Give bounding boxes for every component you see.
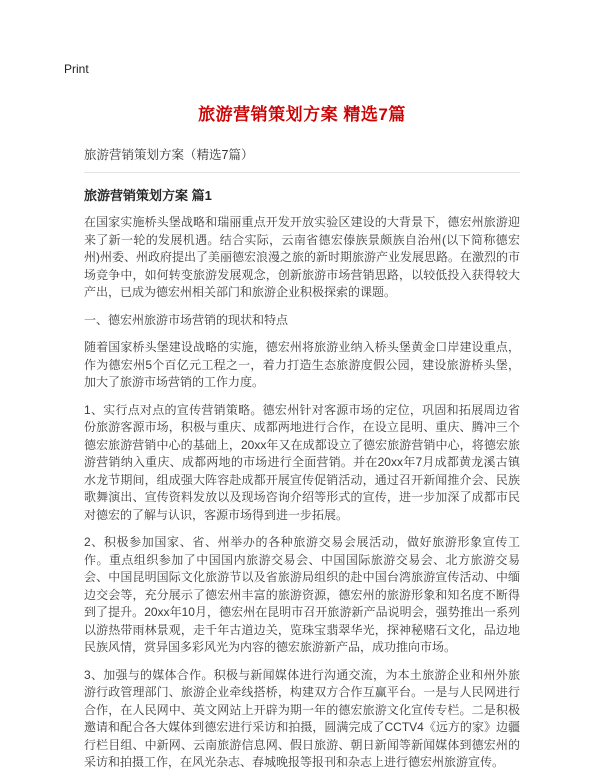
print-button[interactable]: Print — [64, 62, 89, 76]
section-heading: 旅游营销策划方案 篇1 — [84, 188, 212, 203]
doc-subtitle: 旅游营销策划方案（精选7篇） — [84, 145, 520, 173]
paragraph-overview: 随着国家桥头堡建设战略的实施，德宏州将旅游业纳入桥头堡黄金口岸建设重点，作为德宏州5个百亿元工程之一，着力打造生态旅游度假公园，建设旅游桥头堡，加大了旅游市场营销的工作力度。 — [84, 340, 520, 389]
paragraph-point-2: 2、积极参加国家、省、州举办的各种旅游交易会展活动，做好旅游形象宣传工作。重点组织参加了中国国内旅游交易会、中国国际旅游交易会、北方旅游交易会、中国昆明国际文化旅游节以及省旅游局组织的赴中国台湾旅游宣传活动、中缅边交会等，充分展示了德宏州丰富的旅游资源，德宏州的旅游形象和知名度不断得到了提升。20xx年10月，德宏州在昆明市召开旅游新产品说明会，强势推出一系列以游热带雨林景观，走千年古道边关，览珠宝翡翠华光，探神秘赌石文化，品边地民族风情，赏异国多彩风光为内容的德宏旅游新产品，成功推向市场。 — [84, 535, 520, 654]
paragraph-intro: 在国家实施桥头堡战略和瑞丽重点开发开放实验区建设的大背景下，德宏州旅游迎来了新一轮的发展机遇。结合实际，云南省德宏傣族景颇族自治州(以下简称德宏州)州委、州政府提出了美丽德宏浪漫之旅的新时期旅游产业发展思路。在激烈的市场竞争中，如何转变旅游发展观念，创新旅游市场营销思路，以较低投入获得较大产出，已成为德宏州相关部门和旅游企业积极探索的课题。 — [84, 215, 520, 299]
paragraph-subheading-1: 一、德宏州旅游市场营销的现状和特点 — [84, 312, 289, 327]
paragraph-point-1: 1、实行点对点的宣传营销策略。德宏州针对客源市场的定位，巩固和拓展周边省份旅游客源市场，积极与重庆、成都两地进行合作，在设立昆明、重庆、腾冲三个德宏旅游营销中心的基础上，20xx年又在成都设立了德宏旅游营销中心，将德宏旅游营销纳入重庆、成都两地的市场进行全面营销。并在20xx年7月成都黄龙溪古镇水龙节期间，组成强大阵容赴成都开展宣传促销活动，通过召开新闻推介会、民族歌舞演出、宣传资料发放以及现场咨询介绍等形式的宣传，进一步加深了成都市民对德宏的了解与认识，客源市场得到进一步拓展。 — [84, 402, 520, 522]
document-body — [84, 214, 520, 772]
paragraph-point-3: 3、加强与的媒体合作。积极与新闻媒体进行沟通交流，为本土旅游企业和州外旅游行政管理部门、旅游企业牵线搭桥，构建双方合作互赢平台。一是与人民网进行合作，在人民网中、英文网站上开辟为期一年的德宏旅游文化宣传专栏。二是积极邀请和配合各大媒体到德宏进行采访和拍摄，圆满完成了CCTV4《远方的家》边疆行栏目组、中新网、云南旅游信息网、假日旅游、朝日新闻等新闻媒体到德宏州的采访和拍摄工作，在风光杂志、春城晚报等报刊和杂志上进行德宏州旅游宣传。 — [84, 667, 520, 769]
page-title: 旅游营销策划方案 精选7篇 — [198, 105, 406, 124]
